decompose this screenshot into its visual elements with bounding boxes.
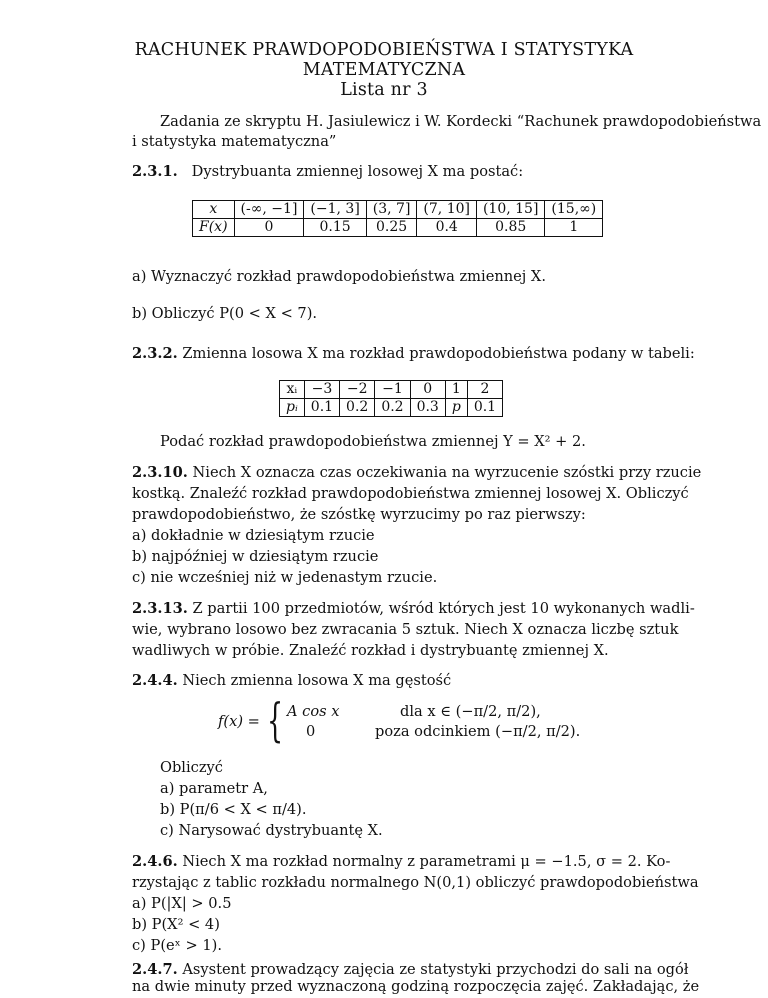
exercise-text: Dystrybuanta zmiennej losowej X ma postać: bbox=[191, 163, 524, 180]
table-cell: (10, 15] bbox=[476, 201, 544, 219]
table-cell: −1 bbox=[375, 381, 410, 399]
exercise-2-4-6-line-1 bbox=[132, 852, 670, 873]
exercise-2-4-6-c: c) P(eˣ > 1). bbox=[132, 937, 222, 954]
density-case-1-cond: dla x ∈ (−π/2, π/2), bbox=[400, 703, 541, 720]
exercise-number: 2.3.1. bbox=[132, 163, 178, 180]
exercise-2-3-13-line-1 bbox=[132, 599, 695, 620]
exercise-2-3-10-c: c) nie wcześniej niż w jedenastym rzucie. bbox=[132, 569, 438, 586]
exercise-2-3-13-line-3: wadliwych w próbie. Znaleźć rozkład i dystrybuantę zmiennej X. bbox=[132, 642, 609, 659]
exercise-number: 2.4.6. bbox=[132, 853, 178, 870]
table-cell: 0.1 bbox=[304, 399, 339, 417]
distribution-function-table bbox=[192, 200, 603, 237]
exercise-number: 2.4.7. bbox=[132, 961, 178, 978]
table-row bbox=[280, 399, 503, 417]
exercise-2-3-1-heading bbox=[132, 162, 523, 183]
exercise-2-3-13-line-2: wie, wybrano losowo bez zwracania 5 sztuk. Niech X oznacza liczbę sztuk bbox=[132, 621, 679, 638]
density-function-label: f(x) = bbox=[218, 713, 260, 730]
left-brace-icon: { bbox=[267, 693, 284, 747]
table-cell: 0.25 bbox=[366, 219, 417, 237]
exercise-number: 2.3.2. bbox=[132, 345, 178, 362]
table-cell: 0.15 bbox=[304, 219, 366, 237]
exercise-2-4-6-line-2: rzystając z tablic rozkładu normalnego N(0,1) obliczyć prawdopodobieństwa bbox=[132, 874, 699, 891]
exercise-number: 2.3.10. bbox=[132, 464, 188, 481]
probability-table bbox=[279, 380, 503, 417]
exercise-2-4-4-oblicz: Obliczyć bbox=[160, 759, 223, 776]
exercise-2-3-10-a: a) dokładnie w dziesiątym rzucie bbox=[132, 527, 375, 544]
table-cell: (−1, 3] bbox=[304, 201, 366, 219]
exercise-2-3-1-b: b) Obliczyć P(0 < X < 7). bbox=[132, 305, 318, 322]
table-cell: 1 bbox=[545, 219, 603, 237]
exercise-text: Z partii 100 przedmiotów, wśród których jest 10 wykonanych wadli- bbox=[192, 600, 695, 617]
table-cell: x bbox=[193, 201, 235, 219]
table-cell: (-∞, −1] bbox=[234, 201, 304, 219]
table-cell: pᵢ bbox=[280, 399, 305, 417]
table-cell: 0.85 bbox=[476, 219, 544, 237]
table-cell: 0.1 bbox=[467, 399, 502, 417]
intro-line-2: i statystyka matematyczna” bbox=[132, 133, 337, 150]
exercise-text: Zmienna losowa X ma rozkład prawdopodobieństwa podany w tabeli: bbox=[182, 345, 695, 362]
table-cell: 2 bbox=[467, 381, 502, 399]
exercise-2-3-10-line-2: kostką. Znaleźć rozkład prawdopodobieństwa zmiennej losowej X. Obliczyć bbox=[132, 485, 689, 502]
exercise-2-4-4-a: a) parametr A, bbox=[160, 780, 268, 797]
intro-line-1: Zadania ze skryptu H. Jasiulewicz i W. Kordecki “Rachunek prawdopodobieństwa bbox=[160, 113, 762, 130]
table-cell: xᵢ bbox=[280, 381, 305, 399]
table-cell: 0.2 bbox=[375, 399, 410, 417]
exercise-2-3-10-line-3: prawdopodobieństwo, że szóstkę wyrzucimy po raz pierwszy: bbox=[132, 506, 586, 523]
table-cell: −2 bbox=[340, 381, 375, 399]
exercise-number: 2.4.4. bbox=[132, 672, 178, 689]
density-case-2-expr: 0 bbox=[306, 723, 316, 740]
table-row bbox=[193, 201, 603, 219]
exercise-text: Asystent prowadzący zajęcia ze statystyki przychodzi do sali na ogół bbox=[182, 961, 689, 978]
table-cell: F(x) bbox=[193, 219, 235, 237]
exercise-2-3-10-b: b) najpóźniej w dziesiątym rzucie bbox=[132, 548, 379, 565]
table-cell: (15,∞) bbox=[545, 201, 603, 219]
exercise-2-3-10-line-1 bbox=[132, 463, 701, 484]
density-case-1-expr bbox=[287, 702, 340, 723]
table-cell: 0.4 bbox=[417, 219, 477, 237]
table-row bbox=[280, 381, 503, 399]
table-cell: 0 bbox=[234, 219, 304, 237]
table-row bbox=[193, 219, 603, 237]
title-line-1: RACHUNEK PRAWDOPODOBIEŃSTWA I STATYSTYKA bbox=[134, 40, 634, 60]
table-cell: 1 bbox=[445, 381, 467, 399]
exercise-2-3-1-a: a) Wyznaczyć rozkład prawdopodobieństwa zmiennej X. bbox=[132, 268, 546, 285]
exercise-text: Niech X oznacza czas oczekiwania na wyrzucenie szóstki przy rzucie bbox=[192, 464, 702, 481]
title-line-2: MATEMATYCZNA bbox=[302, 60, 466, 80]
table-cell: −3 bbox=[304, 381, 339, 399]
table-cell: (7, 10] bbox=[417, 201, 477, 219]
table-cell: 0.2 bbox=[340, 399, 375, 417]
table-cell: 0 bbox=[410, 381, 445, 399]
exercise-2-4-7-line-2: na dwie minuty przed wyznaczoną godziną rozpoczęcia zajęć. Zakładając, że bbox=[132, 978, 700, 995]
exercise-text: Niech zmienna losowa X ma gęstość bbox=[182, 672, 452, 689]
case-expression: A cos x bbox=[287, 703, 340, 720]
table-cell: p bbox=[445, 399, 467, 417]
density-case-2-cond: poza odcinkiem (−π/2, π/2). bbox=[375, 723, 581, 740]
exercise-number: 2.3.13. bbox=[132, 600, 188, 617]
exercise-2-4-6-b: b) P(X² < 4) bbox=[132, 916, 220, 933]
exercise-2-4-6-a: a) P(|X| > 0.5 bbox=[132, 895, 232, 912]
exercise-text: Niech X ma rozkład normalny z parametrami μ = −1.5, σ = 2. Ko- bbox=[182, 853, 671, 870]
exercise-2-3-2-follow: Podać rozkład prawdopodobieństwa zmiennej Y = X² + 2. bbox=[160, 433, 586, 450]
table-cell: 0.3 bbox=[410, 399, 445, 417]
exercise-2-4-4-heading bbox=[132, 671, 451, 692]
subtitle: Lista nr 3 bbox=[340, 80, 428, 100]
exercise-2-4-4-c: c) Narysować dystrybuantę X. bbox=[160, 822, 383, 839]
exercise-2-4-4-b: b) P(π/6 < X < π/4). bbox=[160, 801, 307, 818]
exercise-2-3-2-heading bbox=[132, 344, 695, 365]
table-cell: (3, 7] bbox=[366, 201, 417, 219]
